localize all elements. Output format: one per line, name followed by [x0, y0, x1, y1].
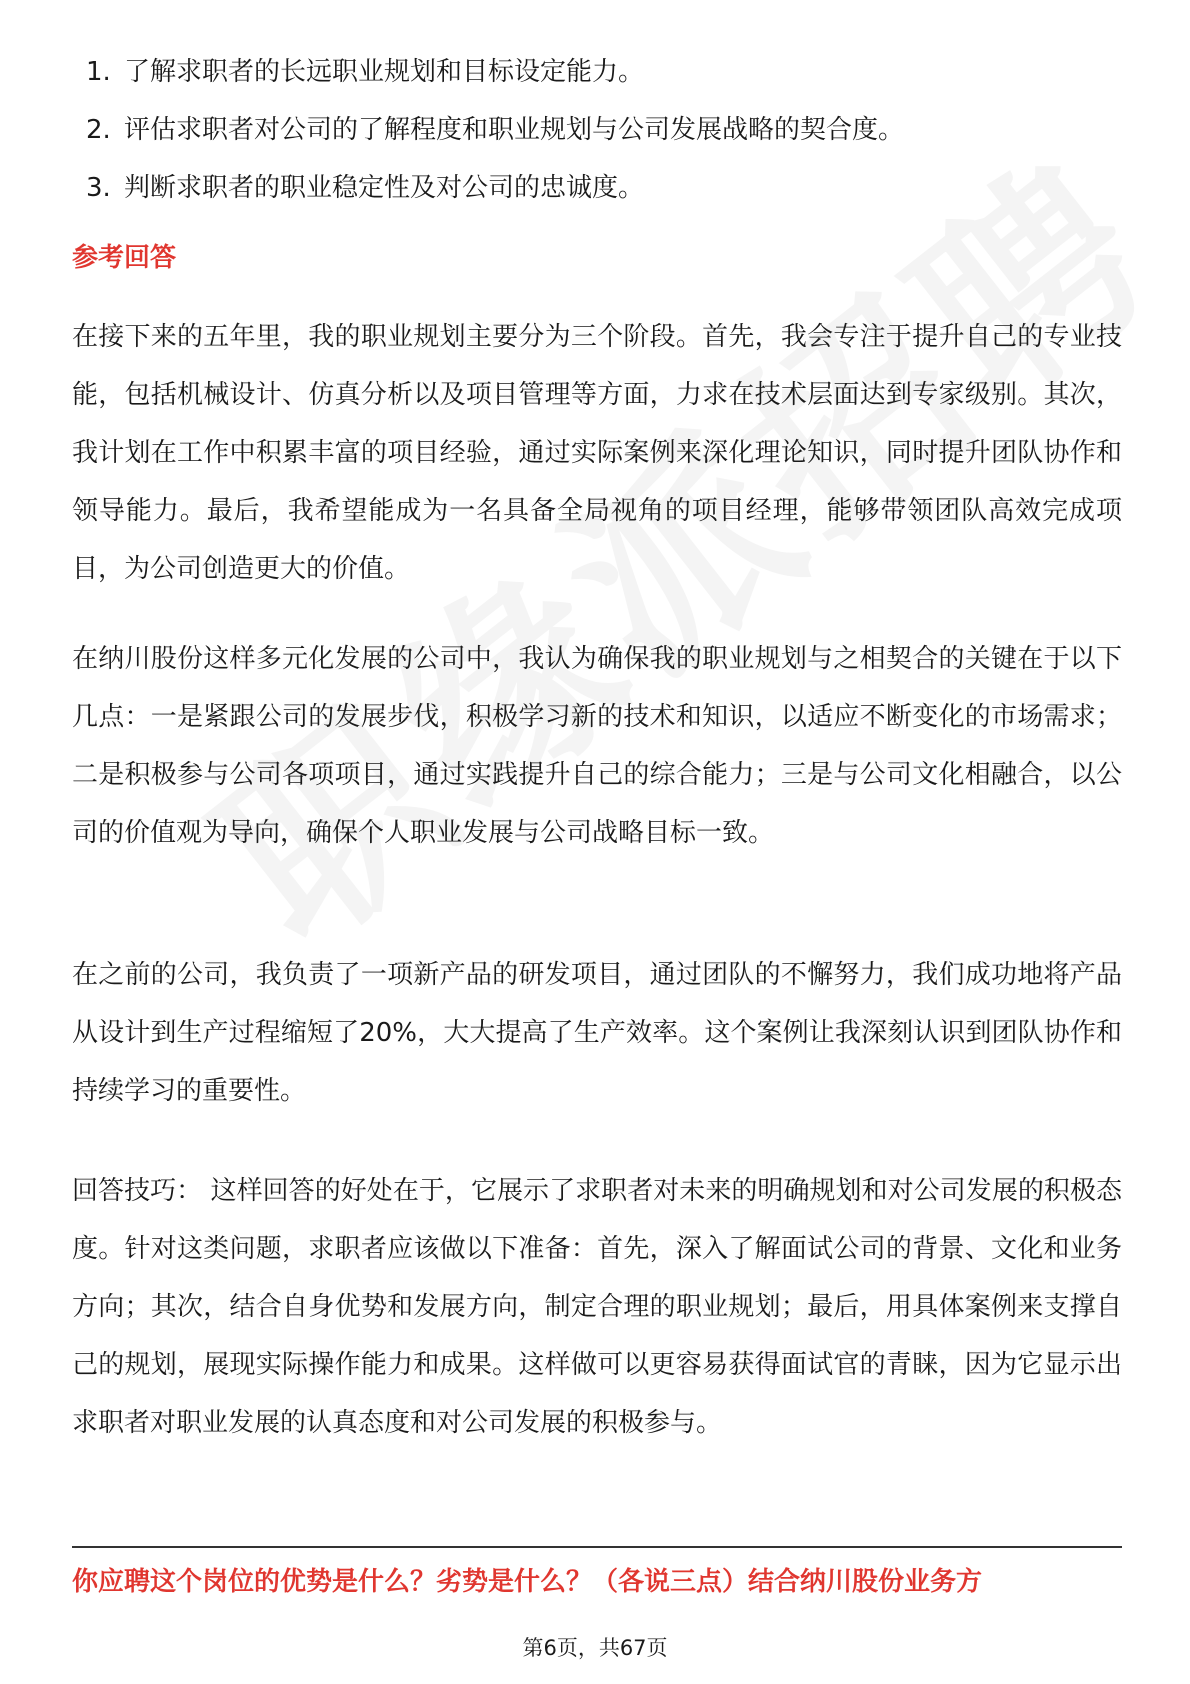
- answer-paragraph: 在之前的公司，我负责了一项新产品的研发项目，通过团队的不懈努力，我们成功地将产品从设计到生产过程缩短了20%，大大提高了生产效率。这个案例让我深刻认识到团队协作和持续学习的重要性。: [72, 960, 1122, 1106]
- section-divider: [72, 1546, 1122, 1548]
- list-item-text: 判断求职者的职业稳定性及对公司的忠诚度。: [124, 173, 645, 203]
- next-question-heading: 你应聘这个岗位的优势是什么？劣势是什么？（各说三点）结合纳川股份业务方: [72, 1567, 983, 1597]
- list-item: [72, 110, 904, 168]
- list-item-number: 2.: [86, 115, 111, 145]
- answer-paragraph: 在纳川股份这样多元化发展的公司中，我认为确保我的职业规划与之相契合的关键在于以下几点：一是紧跟公司的发展步伐，积极学习新的技术和知识，以适应不断变化的市场需求；二是积极参与公司各项项目，通过实践提升自己的综合能力；三是与公司文化相融合，以公司的价值观为导向，确保个人职业发展与公司战略目标一致。: [72, 644, 1122, 848]
- page-number-footer: 第6页，共67页: [522, 1636, 668, 1660]
- list-item-text: 评估求职者对公司的了解程度和职业规划与公司发展战略的契合度。: [124, 115, 905, 145]
- list-item: [72, 52, 904, 110]
- list-item-number: 3.: [86, 173, 111, 203]
- list-item-text: 了解求职者的长远职业规划和目标设定能力。: [124, 57, 645, 87]
- answer-paragraph: 在接下来的五年里，我的职业规划主要分为三个阶段。首先，我会专注于提升自己的专业技能，包括机械设计、仿真分析以及项目管理等方面，力求在技术层面达到专家级别。其次，我计划在工作中积累丰富的项目经验，通过实际案例来深化理论知识，同时提升团队协作和领导能力。最后，我希望能成为一名具备全局视角的项目经理，能够带领团队高效完成项目，为公司创造更大的价值。: [72, 322, 1122, 584]
- answer-heading: 参考回答: [72, 243, 177, 273]
- answer-tips-paragraph: 回答技巧： 这样回答的好处在于，它展示了求职者对未来的明确规划和对公司发展的积极态度。针对这类问题，求职者应该做以下准备：首先，深入了解面试公司的背景、文化和业务方向；其次，结合自身优势和发展方向，制定合理的职业规划；最后，用具体案例来支撑自己的规划，展现实际操作能力和成果。这样做可以更容易获得面试官的青睐，因为它显示出求职者对职业发展的认真态度和对公司发展的积极参与。: [72, 1176, 1122, 1438]
- interview-purpose-list: [72, 52, 904, 226]
- list-item-number: 1.: [86, 57, 111, 87]
- list-item: [72, 168, 904, 226]
